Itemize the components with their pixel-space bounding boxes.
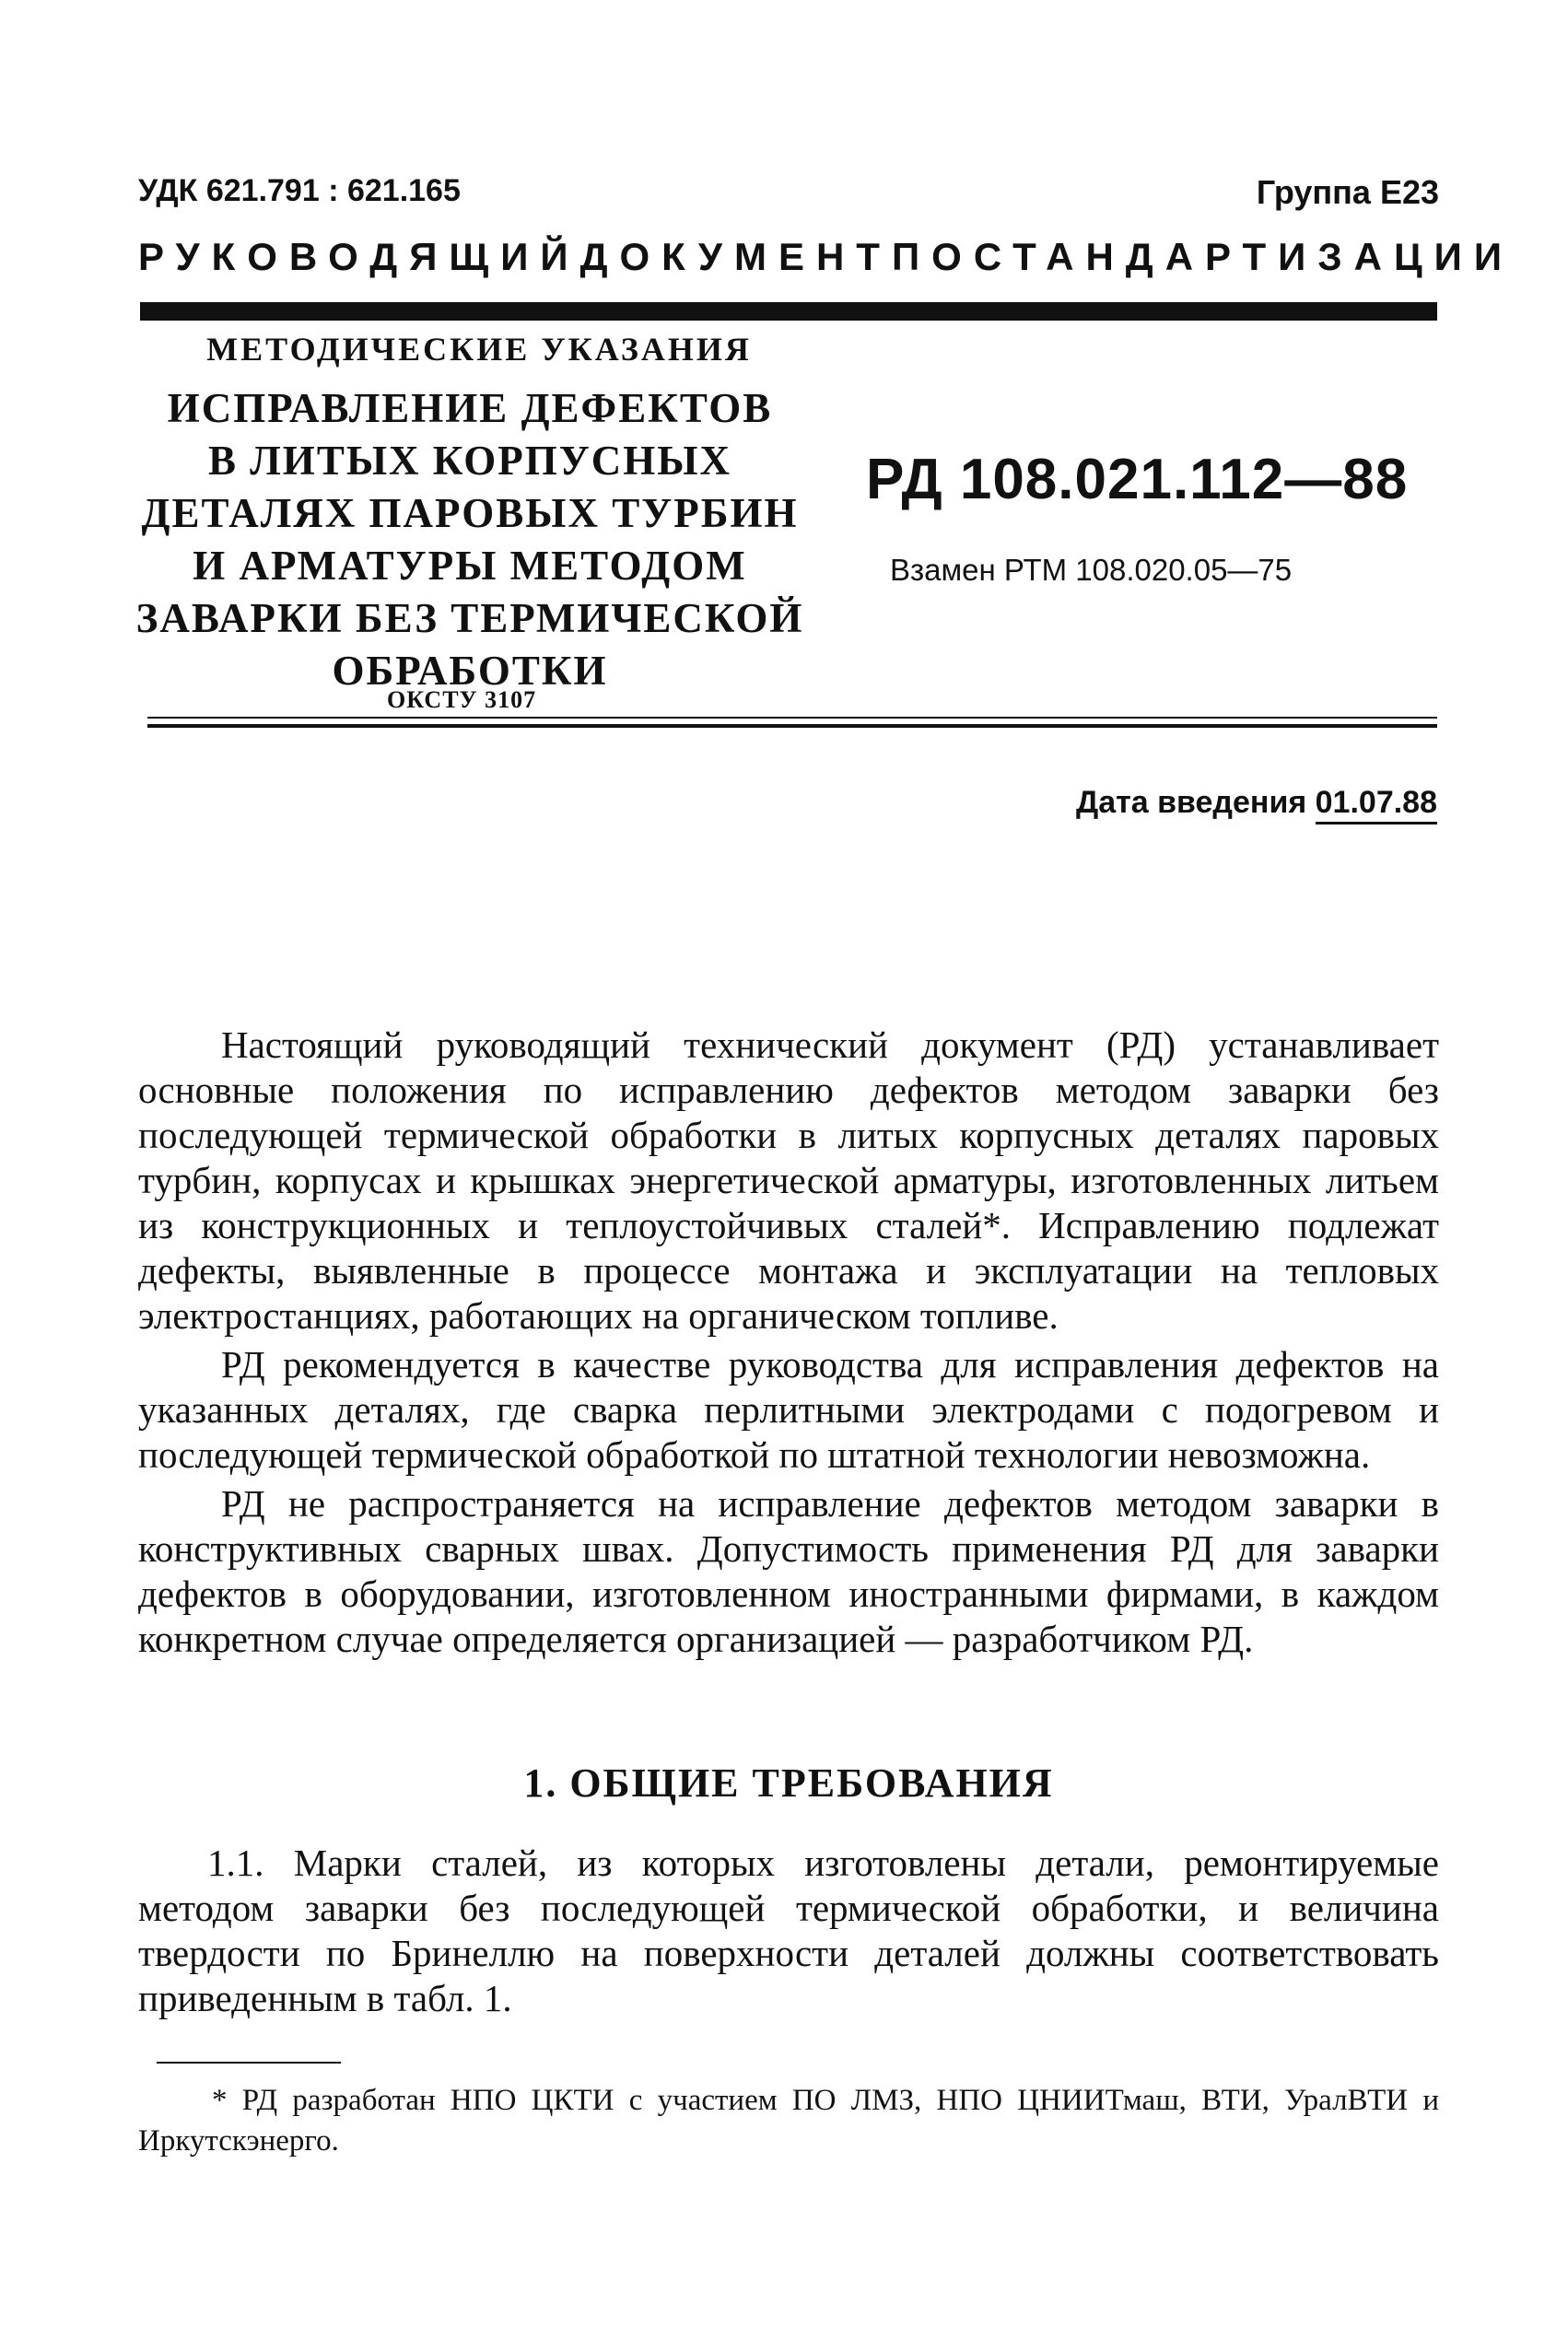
udk-code: УДК 621.791 : 621.165 (138, 173, 461, 208)
oksty-code: ОКСТУ 3107 (387, 686, 537, 713)
paragraph: РД не распространяется на исправление дефектов методом заварки в конструктивных сварных швах. Допустимость применения РД для заварки дефектов в оборудовании, изготовленном иностранными фирмами, в каждом конкретном случае определяется организацией — разработчиком РД. (138, 1482, 1439, 1660)
title-line: ОБРАБОТКИ (332, 648, 608, 694)
document-kind: МЕТОДИЧЕСКИЕ УКАЗАНИЯ (206, 331, 752, 368)
series-word: РУКОВОДЯЩИЙ (138, 235, 580, 278)
paragraph: Настоящий руководящий технический документ (РД) устанавливает основные положения по исправлению дефектов методом заварки без последующей термической обработки в литых корпусных деталях паровых турбин, корпусах и крышках энергетической арматуры, изготовленных литьем из конструкционных и теплоустойчивых сталей*. Исправлению подлежат дефекты, выявленные в процессе монтажа и эксплуатации на тепловых электростанциях, работающих на органическом топливе. (138, 1023, 1439, 1337)
title-line: ИСПРАВЛЕНИЕ ДЕФЕКТОВ (167, 385, 773, 431)
document-title (129, 382, 811, 697)
effective-date (1076, 785, 1437, 821)
series-word: ПО (891, 235, 974, 278)
title-line: В ЛИТЫХ КОРПУСНЫХ (208, 438, 731, 484)
section-text (138, 1841, 1439, 2021)
title-divider (147, 724, 1437, 728)
paragraph: РД рекомендуется в качестве руководства для исправления дефектов на указанных деталях, где сварка перлитными электродами с подогревом и последующей термической обработкой по штатной технологии невозможна. (138, 1343, 1439, 1476)
section-heading: 1. ОБЩИЕ ТРЕБОВАНИЯ (523, 1760, 1054, 1806)
series-word: СТАНДАРТИЗАЦИИ (973, 235, 1515, 278)
footnote: * РД разработан НПО ЦКТИ с участием ПО ЛМЗ, НПО ЦНИИТмаш, ВТИ, УралВТИ и Иркутскэнерго. (138, 2084, 1439, 2158)
document-number: РД 108.021.112—88 (866, 448, 1409, 511)
title-line: ЗАВАРКИ БЕЗ ТЕРМИЧЕСКОЙ (135, 595, 804, 641)
group-code: Группа Е23 (1256, 173, 1439, 211)
date-value: 01.07.88 (1316, 785, 1437, 824)
paragraph: 1.1. Марки сталей, из которых изготовлены детали, ремонтируемые методом заварки без последующей термической обработки, и величина твердости по Бринеллю на поверхности деталей должны соответствовать приведенным в табл. 1. (138, 1842, 1439, 2019)
series-word: ДОКУМЕНТ (579, 235, 892, 278)
header-divider (140, 302, 1437, 321)
footnote-divider (157, 2062, 341, 2064)
title-line: ДЕТАЛЯХ ПАРОВЫХ ТУРБИН (141, 490, 799, 536)
title-line: И АРМАТУРЫ МЕТОДОМ (193, 543, 747, 589)
intro-text (138, 1023, 1439, 1662)
title-divider-thin (147, 717, 1437, 719)
date-label: Дата введения (1076, 785, 1307, 820)
replaces-note: Взамен РТМ 108.020.05—75 (890, 553, 1293, 587)
document-series (138, 235, 1515, 279)
